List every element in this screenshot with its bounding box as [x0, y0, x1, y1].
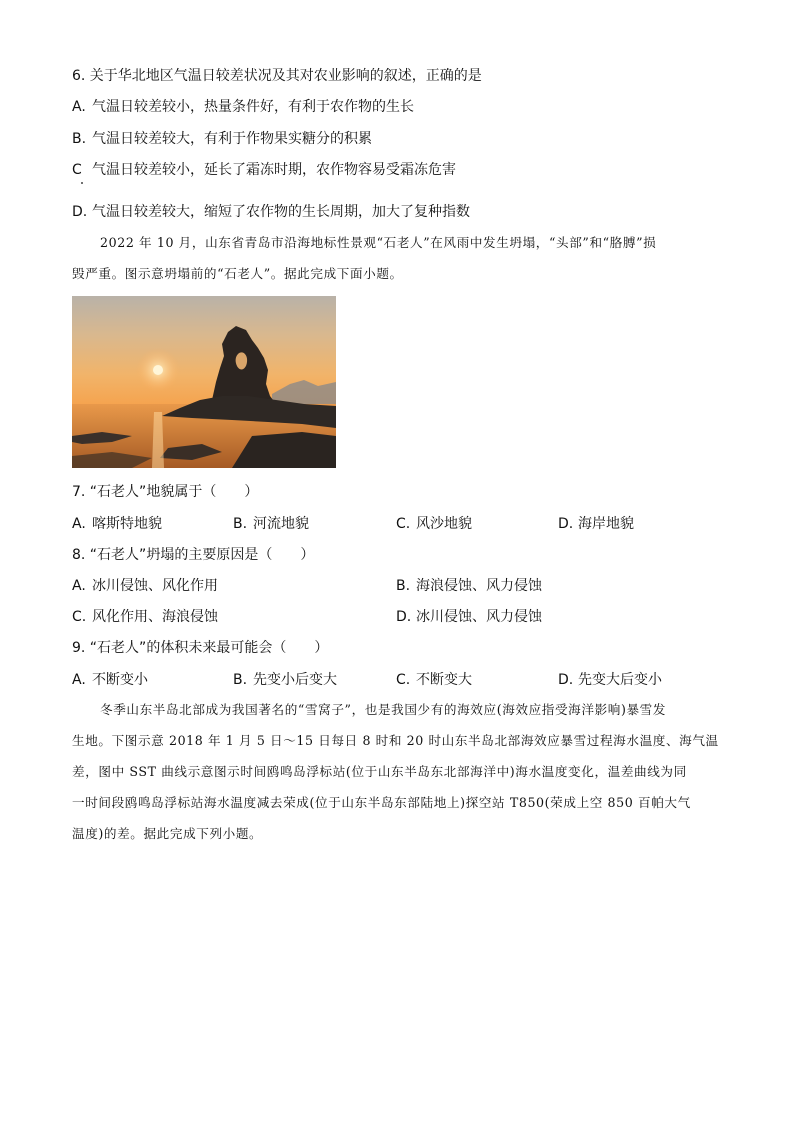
shilaoren-photo — [72, 296, 336, 468]
q7-option-a-letter: A. — [72, 516, 86, 532]
q9-option-a-letter: A. — [72, 672, 86, 688]
q8-option-a-letter: A. — [72, 578, 86, 594]
q8-option-b-text: 海浪侵蚀、风力侵蚀 — [416, 578, 542, 594]
q9-option-c-letter: C. — [396, 672, 411, 688]
passage-2-line-5: 温度)的差。据此完成下列小题。 — [72, 826, 263, 841]
q8-option-c-letter: C. — [72, 609, 87, 625]
q6-option-d-letter: D. — [72, 204, 88, 220]
q8-option-b[interactable] — [396, 576, 542, 596]
q6-option-b-text: 气温日较差较大，有利于作物果实糖分的积累 — [92, 131, 372, 147]
q6-option-a-letter: A. — [72, 99, 86, 115]
q9-option-c[interactable] — [396, 670, 472, 690]
q6-option-c-letter: C — [72, 162, 82, 178]
q7-option-b-text: 河流地貌 — [253, 516, 309, 532]
q8-option-c[interactable] — [72, 607, 218, 627]
q7-option-b[interactable] — [233, 514, 309, 534]
passage-2-line-1: 冬季山东半岛北部成为我国著名的“雪窝子”，也是我国少有的海效应(海效应指受海洋影响)暴雪发 — [100, 702, 667, 717]
q6-stem: 6. 关于华北地区气温日较差状况及其对农业影响的叙述，正确的是 — [72, 68, 482, 84]
q6-option-a-text: 气温日较差较小，热量条件好，有利于农作物的生长 — [92, 99, 414, 115]
q8-option-a-text: 冰川侵蚀、风化作用 — [92, 578, 218, 594]
passage-2 — [72, 694, 720, 849]
q7-option-d-text: 海岸地貌 — [578, 516, 634, 532]
q8-option-a[interactable] — [72, 576, 218, 596]
q9-option-b-letter: B. — [233, 672, 248, 688]
q8-option-c-text: 风化作用、海浪侵蚀 — [92, 609, 218, 625]
q9-option-c-text: 不断变大 — [416, 672, 472, 688]
q9-option-d-text: 先变大后变小 — [578, 672, 662, 688]
q9-stem: 9. “石老人”的体积未来最可能会（ ） — [72, 640, 329, 656]
stray-dot-mark — [81, 182, 83, 184]
q9-option-d-letter: D. — [558, 672, 574, 688]
passage-1-line-2: 毁严重。图示意坍塌前的“石老人”。据此完成下面小题。 — [72, 266, 403, 281]
q7-option-d[interactable] — [558, 514, 634, 534]
q9-option-b[interactable] — [233, 670, 337, 690]
passage-2-line-3: 差，图中 SST 曲线示意图示时间鸥鸣岛浮标站(位于山东半岛东北部海洋中)海水温度变化，温差曲线为同 — [72, 764, 687, 779]
q6-option-a[interactable] — [72, 97, 414, 117]
q6-option-c-text: 气温日较差较小，延长了霜冻时期，农作物容易受霜冻危害 — [92, 162, 456, 178]
q9-option-d[interactable] — [558, 670, 662, 690]
q7-option-c-letter: C. — [396, 516, 411, 532]
q7-option-a-text: 喀斯特地貌 — [92, 516, 162, 532]
q6-option-d[interactable] — [72, 202, 470, 222]
q8-option-b-letter: B. — [396, 578, 411, 594]
q7-option-a[interactable] — [72, 514, 162, 534]
q9-option-a[interactable] — [72, 670, 148, 690]
q7-option-c-text: 风沙地貌 — [416, 516, 472, 532]
q8-option-d-text: 冰川侵蚀、风力侵蚀 — [416, 609, 542, 625]
q6-option-b-letter: B. — [72, 131, 87, 147]
q6-option-b[interactable] — [72, 129, 372, 149]
passage-1 — [72, 227, 720, 289]
passage-1-line-1: 2022 年 10 月，山东省青岛市沿海地标性景观“石老人”在风雨中发生坍塌，“头部”和“胳膊”损 — [100, 235, 657, 250]
passage-2-line-4: 一时间段鸥鸣岛浮标站海水温度减去荣成(位于山东半岛东部陆地上)探空站 T850(荣成上空 850 百帕大气 — [72, 795, 691, 810]
q6-option-d-text: 气温日较差较大，缩短了农作物的生长周期，加大了复种指数 — [92, 204, 470, 220]
passage-2-line-2: 生地。下图示意 2018 年 1 月 5 日～15 日每日 8 时和 20 时山东半岛北部海效应暴雪过程海水温度、海气温 — [72, 733, 719, 748]
q9-option-b-text: 先变小后变大 — [253, 672, 337, 688]
q7-option-b-letter: B. — [233, 516, 248, 532]
q8-stem: 8. “石老人”坍塌的主要原因是（ ） — [72, 547, 315, 563]
q7-stem: 7. “石老人”地貌属于（ ） — [72, 484, 259, 500]
q7-option-c[interactable] — [396, 514, 472, 534]
q8-option-d-letter: D. — [396, 609, 412, 625]
q8-option-d[interactable] — [396, 607, 542, 627]
q7-option-d-letter: D. — [558, 516, 574, 532]
q9-option-a-text: 不断变小 — [92, 672, 148, 688]
q6-option-c[interactable] — [72, 160, 456, 180]
